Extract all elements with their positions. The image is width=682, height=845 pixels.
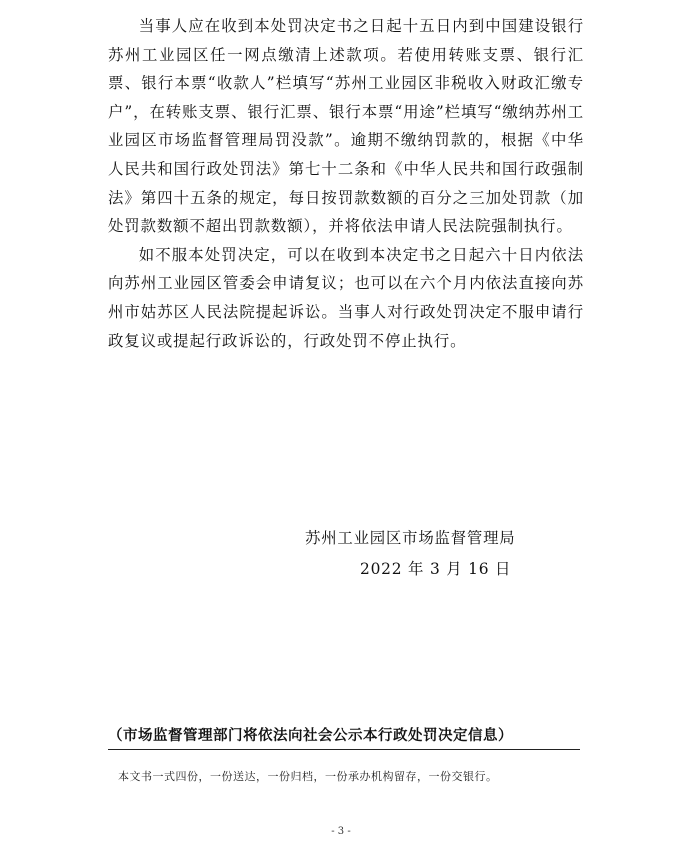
page-number: - 3 - xyxy=(331,826,351,837)
appeal-rights-paragraph: 如不服本处罚决定，可以在收到本决定书之日起六十日内依法向苏州工业园区管委会申请复议；也可以在六个月内依法直接向苏州市姑苏区人民法院提起诉讼。当事人对行政处罚决定不服申请行政复议或提起行政诉讼的，行政处罚不停止执行。 xyxy=(108,245,584,350)
issue-date: 2022 年 3 月 16 日 xyxy=(360,560,512,578)
document-body xyxy=(108,12,584,355)
copies-footnote: 本文书一式四份，一份送达，一份归档，一份承办机构留存，一份交银行。 xyxy=(118,770,498,783)
payment-instructions-paragraph: 当事人应在收到本处罚决定书之日起十五日内到中国建设银行苏州工业园区任一网点缴清上述款项。若使用转账支票、银行汇票、银行本票“收款人”栏填写“苏州工业园区非税收入财政汇缴专户”，在转账支票、银行汇票、银行本票“用途”栏填写“缴纳苏州工业园区市场监督管理局罚没款”。逾期不缴纳罚款的，根据《中华人民共和国行政处罚法》第七十二条和《中华人民共和国行政强制法》第四十五条的规定，每日按罚款数额的百分之三加处罚款（加处罚款数额不超出罚款数额），并将依法申请人民法院强制执行。 xyxy=(108,17,584,236)
public-disclosure-notice: （市场监督管理部门将依法向社会公示本行政处罚决定信息） xyxy=(108,724,580,750)
issuing-organization: 苏州工业园区市场监督管理局 xyxy=(305,529,516,547)
